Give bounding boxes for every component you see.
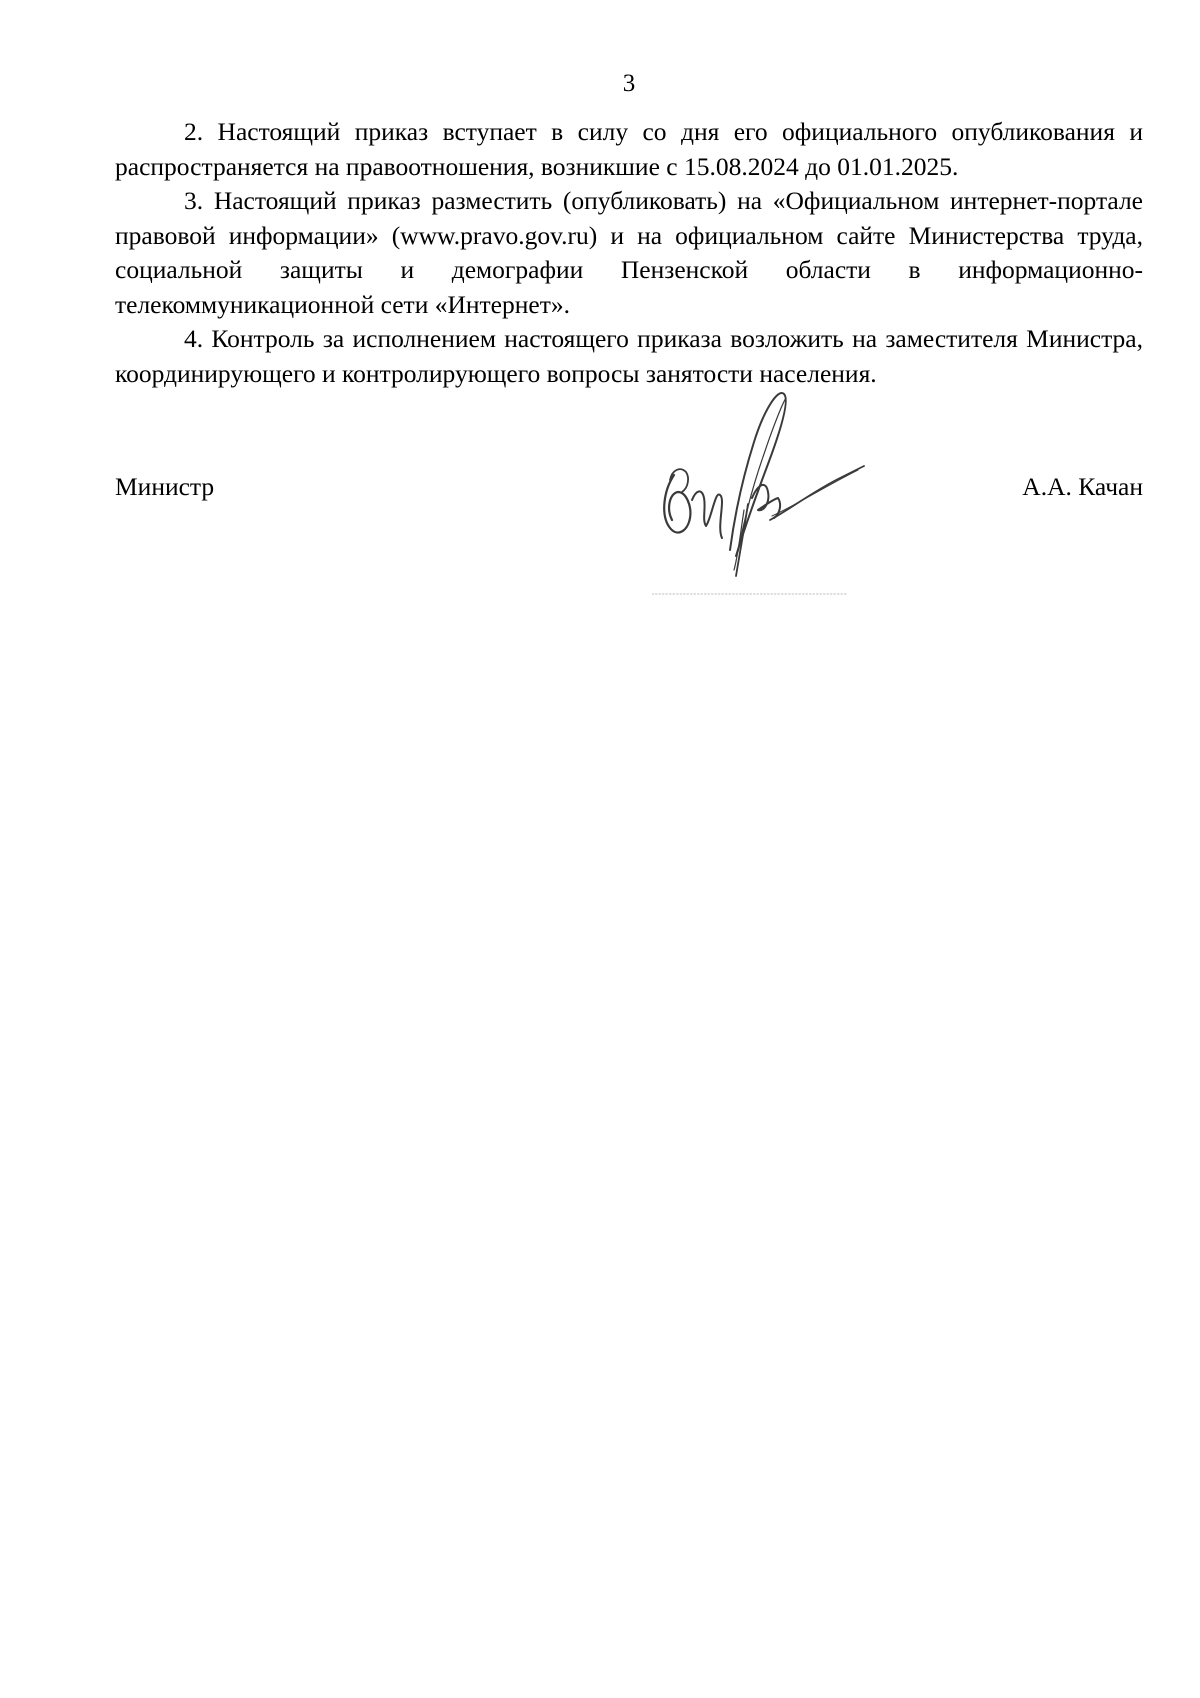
signatory-position: Министр [115,472,215,501]
document-body [115,115,1143,391]
signatory-name: А.А. Качан [1022,472,1143,501]
page-number: 3 [622,70,636,97]
handwritten-signature [652,380,872,600]
paragraph-effective-date: 2. Настоящий приказ вступает в силу со дня его официального опубликования и распространяется на правоотношения, возникшие с 15.08.2024 до 01.01.2025. [115,117,1143,181]
paragraph-publication: 3. Настоящий приказ разместить (опубликовать) на «Официальном интернет-портале правовой информации» (www.pravo.gov.ru) и на официальном сайте Министерства труда, социальной защиты и демографии Пензенской области в информационно-телекоммуникационной сети «Интернет». [115,186,1143,319]
signature-block [115,470,1143,510]
paragraph-control: 4. Контроль за исполнением настоящего приказа возложить на заместителя Министра, координирующего и контролирующего вопросы занятости населения. [115,324,1143,388]
